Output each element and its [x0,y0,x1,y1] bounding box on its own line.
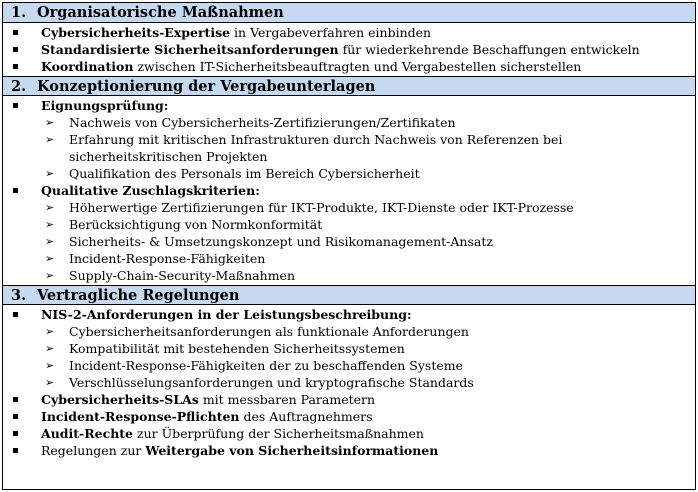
arrow-bullet-icon: ➢ [45,342,55,355]
sub-item-text: Incident-Response-Fähigkeiten der zu beschaffenden Systeme [69,358,464,373]
item-bold-text: Cybersicherheits-SLAs [41,392,199,407]
section-body-1 [3,23,695,76]
list-item [3,24,695,41]
item-text: des Auftragnehmers [239,409,373,424]
arrow-bullet-icon: ➢ [45,218,55,231]
sub-list-item [3,114,695,131]
section-header-1 [3,3,695,23]
section-title: Organisatorische Maßnahmen [37,4,284,21]
square-bullet-icon [13,431,18,436]
section-number: 1. [11,4,27,21]
item-bold-text: Weitergabe von Sicherheitsinformationen [145,443,439,458]
sub-list-item [3,340,695,357]
item-text: mit messbaren Parametern [198,392,376,407]
arrow-bullet-icon: ➢ [45,116,55,129]
arrow-bullet-icon: ➢ [45,269,55,282]
list-item [3,97,695,114]
arrow-bullet-icon: ➢ [45,133,55,146]
item-bold-text: Standardisierte Sicherheitsanforderungen [41,42,339,57]
square-bullet-icon [13,103,18,108]
section-title: Vertragliche Regelungen [37,286,240,304]
item-bold-text: Cybersicherheits-Expertise [41,25,231,40]
section-title: Konzeptionierung der Vergabeunterlagen [37,77,376,95]
sub-item-text: Cybersicherheitsanforderungen als funktionale Anforderungen [69,324,469,339]
section-body-2 [3,96,695,285]
sub-item-text: Berücksichtigung von Normkonformität [69,217,323,232]
arrow-bullet-icon: ➢ [45,376,55,389]
item-text: Regelungen zur [41,443,146,458]
arrow-bullet-icon: ➢ [45,167,55,180]
list-item [3,408,695,425]
square-bullet-icon [13,312,18,317]
arrow-bullet-icon: ➢ [45,235,55,248]
item-text: für wiederkehrende Beschaffungen entwickeln [338,42,640,57]
square-bullet-icon [13,414,18,419]
sub-list-item [3,216,695,233]
sub-item-text: Verschlüsselungsanforderungen und kryptografische Standards [69,375,474,390]
item-bold-text: Incident-Response-Pflichten [41,409,240,424]
sub-list-item [3,250,695,267]
sub-item-text: Incident-Response-Fähigkeiten [69,251,266,266]
list-item [3,442,695,459]
arrow-bullet-icon: ➢ [45,359,55,372]
list-item [3,391,695,408]
sub-item-text: Supply-Chain-Security-Maßnahmen [69,268,295,283]
item-bold-text: Audit-Rechte [41,426,134,441]
sub-item-text: Qualifikation des Personals im Bereich Cybersicherheit [69,166,420,181]
section-body-3 [3,305,695,460]
square-bullet-icon [13,30,18,35]
item-bold-text: Qualitative Zuschlagskriterien: [41,183,260,198]
square-bullet-icon [13,64,18,69]
arrow-bullet-icon: ➢ [45,252,55,265]
section-header-2 [3,76,695,96]
square-bullet-icon [13,188,18,193]
sub-list-item [3,165,695,182]
section-number: 2. [11,77,27,95]
list-item [3,41,695,58]
sub-list-item [3,267,695,284]
item-bold-text: NIS-2-Anforderungen in der Leistungsbeschreibung: [41,307,412,322]
item-bold-text: Eignungsprüfung: [41,98,169,113]
sub-list-item [3,233,695,250]
square-bullet-icon [13,397,18,402]
square-bullet-icon [13,448,18,453]
arrow-bullet-icon: ➢ [45,325,55,338]
sub-list-item [3,357,695,374]
section-number: 3. [11,286,27,304]
item-text: in Vergabeverfahren einbinden [230,25,432,40]
item-text: zwischen IT-Sicherheitsbeauftragten und Vergabestellen sicherstellen [133,59,582,74]
sub-list-item [3,199,695,216]
sub-item-text: Nachweis von Cybersicherheits-Zertifizierungen/Zertifikaten [69,115,456,130]
list-item [3,306,695,323]
sub-item-text: Erfahrung mit kritischen Infrastrukturen durch Nachweis von Referenzen bei sicherheitskritischen Projekten [69,132,563,164]
section-header-3 [3,285,695,305]
arrow-bullet-icon: ➢ [45,201,55,214]
measures-table [2,2,696,490]
sub-item-text: Sicherheits- & Umsetzungskonzept und Risikomanagement-Ansatz [69,234,493,249]
item-bold-text: Koordination [41,59,134,74]
list-item [3,182,695,199]
sub-list-item [3,374,695,391]
item-text: zur Überprüfung der Sicherheitsmaßnahmen [133,426,424,441]
list-item [3,425,695,442]
sub-item-text: Höherwertige Zertifizierungen für IKT-Produkte, IKT-Dienste oder IKT-Prozesse [69,200,574,215]
sub-list-item [3,323,695,340]
sub-list-item [3,131,695,165]
sub-item-text: Kompatibilität mit bestehenden Sicherheitssystemen [69,341,405,356]
square-bullet-icon [13,47,18,52]
list-item [3,58,695,75]
